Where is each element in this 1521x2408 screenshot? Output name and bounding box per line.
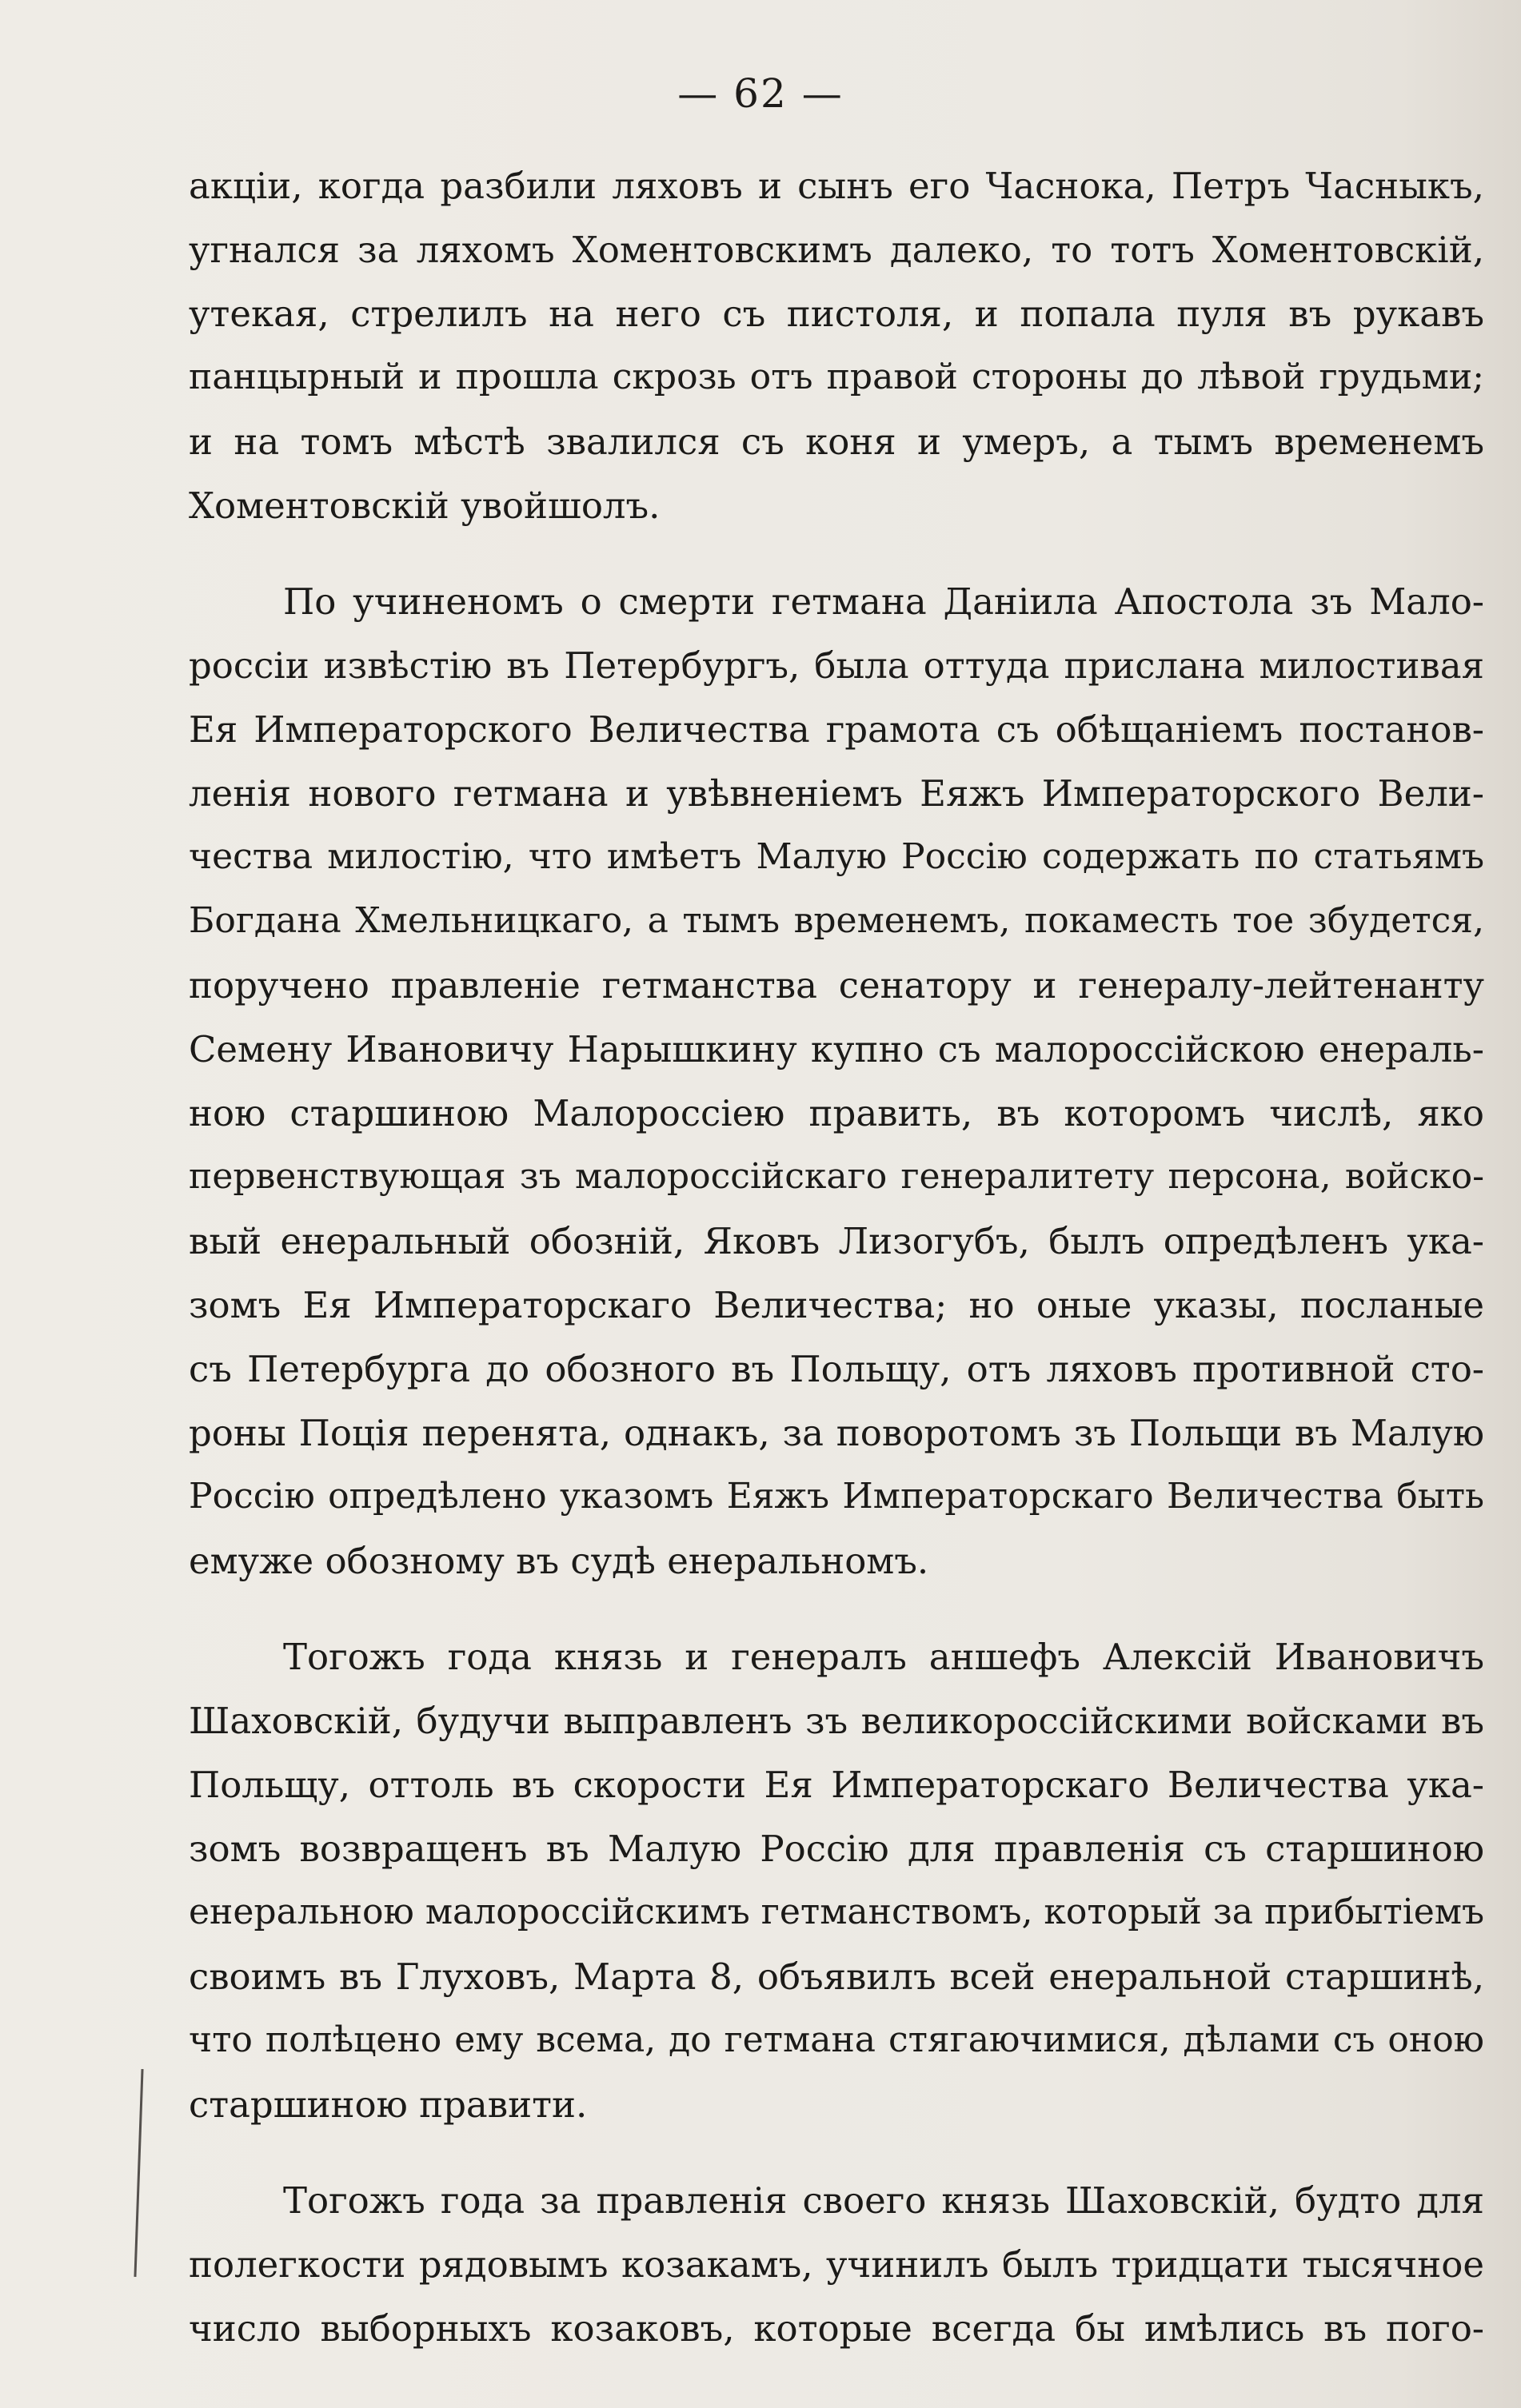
- text-line: Польщу, оттоль въ скорости Ея Императорскаго Величества ука-: [189, 1764, 1484, 1806]
- paragraph-4: [189, 2179, 1484, 2374]
- text-line: Богдана Хмельницкаго, а тымъ временемъ, покаместь тое збудется,: [189, 900, 1484, 941]
- text-line: россіи извѣстію въ Петербургъ, была оттуда прислана милостивая: [189, 644, 1484, 687]
- text-line: Ея Императорского Величества грамота съ обѣщаніемъ постанов-: [189, 708, 1484, 751]
- paragraph-2: [189, 580, 1484, 1607]
- text-line: число выборныхъ козаковъ, которые всегда бы имѣлись въ пого-: [189, 2307, 1484, 2350]
- text-line: Шаховскій, будучи выправленъ зъ великороссійскими войсками въ: [189, 1700, 1484, 1742]
- text-line: поручено правленіе гетманства сенатору и генералу-лейтенанту: [189, 964, 1484, 1007]
- paragraph-3: [189, 1636, 1484, 2151]
- text-line: акціи, когда разбили ляховъ и сынъ его Часнока, Петръ Часныкъ,: [189, 165, 1484, 207]
- text-line: что полѣцено ему всема, до гетмана стягаючимися, дѣлами съ оною: [189, 2019, 1484, 2060]
- text-line: ленія нового гетмана и увѣвненіемъ Еяжъ Императорского Вели-: [189, 772, 1484, 815]
- text-line: утекая, стрелилъ на него съ пистоля, и попала пуля въ рукавъ: [189, 293, 1484, 335]
- text-line: Семену Ивановичу Нарышкину купно съ малороссійскою енераль-: [189, 1028, 1484, 1070]
- text-line: зомъ возвращенъ въ Малую Россію для правленія съ старшиною: [189, 1828, 1484, 1870]
- text-line: и на томъ мѣстѣ звалился съ коня и умеръ, а тымъ временемъ: [189, 421, 1484, 463]
- text-line: Россію опредѣлено указомъ Еяжъ Императорскаго Величества быть: [189, 1476, 1484, 1517]
- text-line: полегкости рядовымъ козакамъ, учинилъ былъ тридцати тысячное: [189, 2243, 1484, 2286]
- text-line: По учиненомъ о смерти гетмана Даніила Апостола зъ Мало-: [283, 580, 1484, 623]
- page-number: — 62 —: [677, 70, 844, 117]
- text-line: Тогожъ года за правленія своего князь Шаховскій, будто для: [283, 2179, 1484, 2222]
- text-line: Тогожъ года князь и генералъ аншефъ Алексій Ивановичъ: [283, 1636, 1484, 1678]
- text-line: угнался за ляхомъ Хоментовскимъ далеко, то тотъ Хоментовскій,: [189, 229, 1484, 271]
- text-line: съ Петербурга до обозного въ Польщу, отъ ляховъ противной сто-: [189, 1348, 1484, 1390]
- text-line: зомъ Ея Императорскаго Величества; но оные указы, посланые: [189, 1284, 1484, 1326]
- text-line: чества милостію, что имѣетъ Малую Россію содержать по статьямъ: [189, 836, 1484, 877]
- text-line: своимъ въ Глуховъ, Марта 8, объявилъ всей енеральной старшинѣ,: [189, 1956, 1484, 1998]
- margin-pencil-mark: [134, 2069, 143, 2277]
- text-line: первенствующая зъ малороссійскаго генералитету персона, войско-: [189, 1156, 1484, 1197]
- text-line: панцырный и прошла скрозь отъ правой стороны до лѣвой грудьми;: [189, 357, 1484, 397]
- text-line: ною старшиною Малороссіею править, въ которомъ числѣ, яко: [189, 1092, 1484, 1134]
- text-line: вый енеральный обозній, Яковъ Лизогубъ, былъ опредѣленъ ука-: [189, 1220, 1484, 1262]
- paragraph-1: [189, 165, 1484, 552]
- text-line: емужe обозному въ судѣ енеральномъ.: [189, 1540, 929, 1582]
- text-line: старшиною правити.: [189, 2083, 588, 2126]
- text-line: роны Поція перенята, однакъ, за поворотомъ зъ Польщи въ Малую: [189, 1412, 1484, 1454]
- text-line: Хоментовскій увойшолъ.: [189, 484, 661, 527]
- body-text: [189, 165, 1484, 2374]
- text-line: енеральною малороссійскимъ гетманствомъ, который за прибытіемъ: [189, 1892, 1484, 1932]
